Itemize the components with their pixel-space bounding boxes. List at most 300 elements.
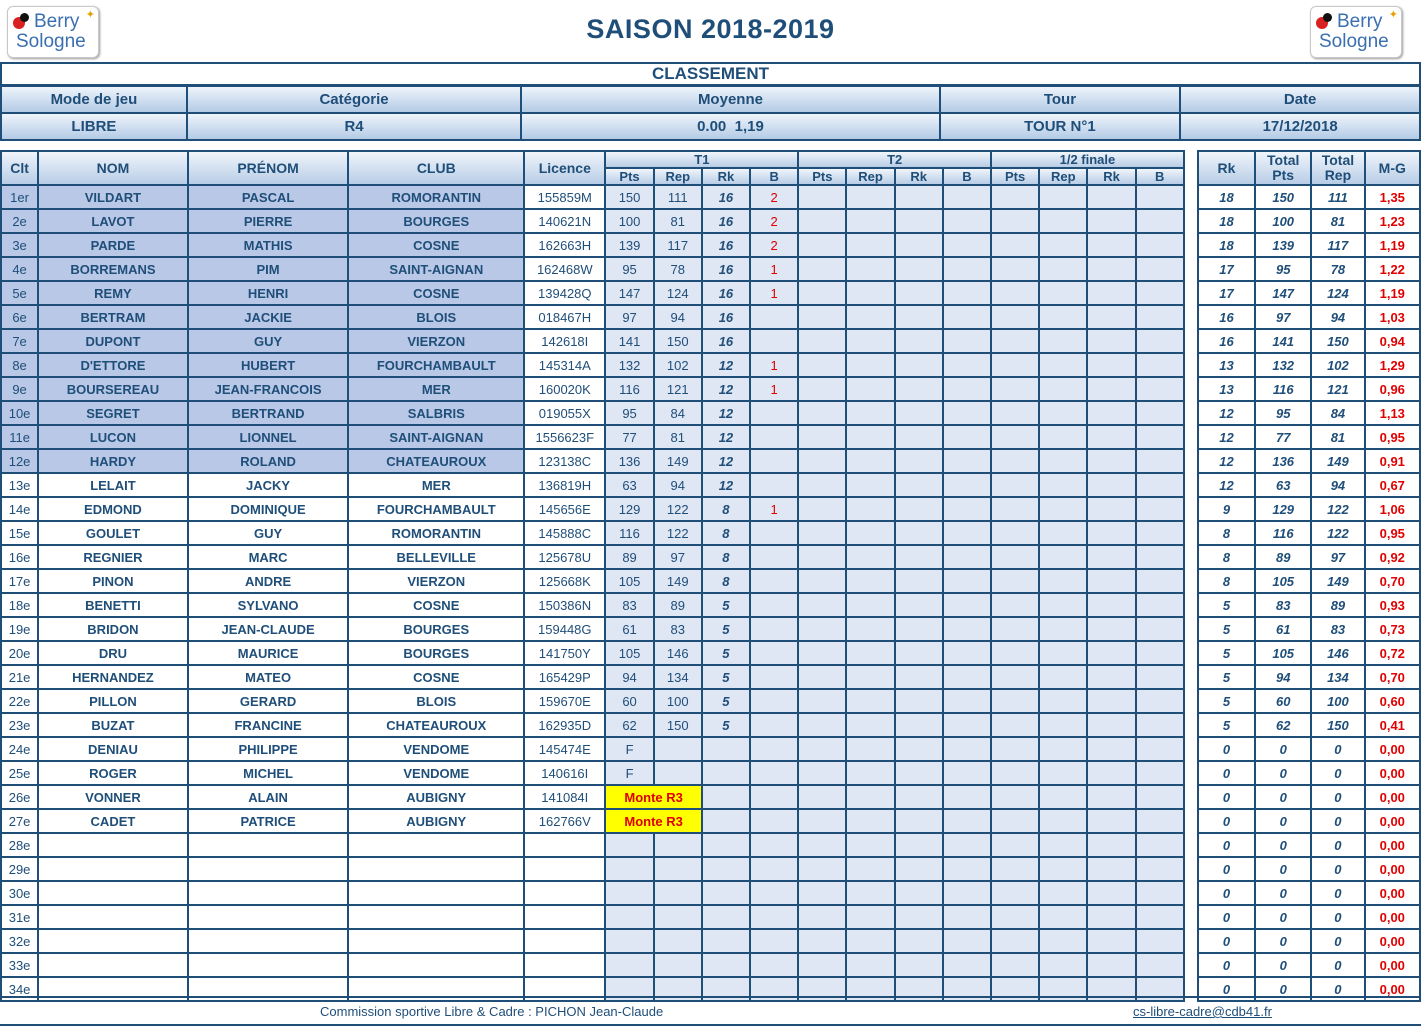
mg-cell: 0,92	[1365, 545, 1420, 569]
t1-rk-cell	[702, 953, 750, 977]
t1-rk-cell: 12	[702, 401, 750, 425]
column-gap	[1184, 569, 1198, 593]
col-prenom: PRÉNOM	[188, 151, 349, 185]
club-cell: BLOIS	[348, 689, 524, 713]
t1-b-cell: 2	[750, 233, 798, 257]
rank-cell: 31e	[1, 905, 38, 929]
empty-round-cell	[895, 281, 943, 305]
rank-cell: 18e	[1, 593, 38, 617]
mg-cell: 0,95	[1365, 425, 1420, 449]
empty-round-cell	[1039, 761, 1087, 785]
nom-cell: BERTRAM	[38, 305, 188, 329]
t1-rep-cell: 111	[654, 185, 702, 209]
t1-rk-cell: 12	[702, 449, 750, 473]
total-pts-cell: 95	[1255, 257, 1311, 281]
t1-pts-cell: 129	[605, 497, 653, 521]
t1-pts-cell: 63	[605, 473, 653, 497]
licence-cell: 160020K	[524, 377, 605, 401]
empty-round-cell	[798, 641, 846, 665]
table-row	[1, 353, 1420, 377]
total-rep-cell: 0	[1311, 761, 1364, 785]
empty-round-cell	[943, 857, 991, 881]
t1-b-cell	[750, 689, 798, 713]
empty-round-cell	[991, 281, 1039, 305]
t1-pts-cell: 60	[605, 689, 653, 713]
empty-round-cell	[991, 641, 1039, 665]
t1-pts-cell: F	[605, 737, 653, 761]
mg-cell: 0,94	[1365, 329, 1420, 353]
empty-round-cell	[895, 833, 943, 857]
empty-round-cell	[846, 329, 894, 353]
empty-round-cell	[1087, 665, 1135, 689]
empty-round-cell	[1136, 641, 1184, 665]
empty-round-cell	[1087, 641, 1135, 665]
empty-round-cell	[1039, 353, 1087, 377]
table-row	[1, 713, 1420, 737]
col-rk: Rk	[1198, 151, 1255, 185]
rank-cell: 21e	[1, 665, 38, 689]
t1-rep-cell: 149	[654, 569, 702, 593]
total-rep-cell: 149	[1311, 569, 1364, 593]
column-gap	[1184, 713, 1198, 737]
club-cell: BOURGES	[348, 209, 524, 233]
empty-round-cell	[1087, 377, 1135, 401]
column-gap	[1184, 665, 1198, 689]
empty-round-cell	[895, 953, 943, 977]
empty-round-cell	[798, 881, 846, 905]
empty-round-cell	[798, 209, 846, 233]
mg-cell: 0,73	[1365, 617, 1420, 641]
nom-cell	[38, 905, 188, 929]
licence-cell: 136819H	[524, 473, 605, 497]
empty-round-cell	[943, 785, 991, 809]
col-finale: 1/2 finale	[991, 151, 1184, 168]
prenom-cell	[188, 857, 349, 881]
empty-round-cell	[943, 833, 991, 857]
t1-b-cell	[750, 569, 798, 593]
col-mg: M-G	[1365, 151, 1420, 185]
total-pts-cell: 150	[1255, 185, 1311, 209]
empty-round-cell	[991, 473, 1039, 497]
prenom-cell: PIERRE	[188, 209, 349, 233]
prenom-cell: GERARD	[188, 689, 349, 713]
empty-round-cell	[1039, 449, 1087, 473]
mg-cell: 1,19	[1365, 281, 1420, 305]
empty-round-cell	[846, 857, 894, 881]
sub-rep: Rep	[1039, 168, 1087, 185]
rank-cell: 33e	[1, 953, 38, 977]
t1-pts-cell: 61	[605, 617, 653, 641]
mg-cell: 0,60	[1365, 689, 1420, 713]
empty-round-cell	[1039, 281, 1087, 305]
rk-total-cell: 0	[1198, 881, 1255, 905]
empty-round-cell	[846, 881, 894, 905]
t1-pts-cell	[605, 833, 653, 857]
empty-round-cell	[798, 761, 846, 785]
licence-cell: 162766V	[524, 809, 605, 833]
empty-round-cell	[991, 209, 1039, 233]
t1-rk-cell: 12	[702, 353, 750, 377]
rk-total-cell: 0	[1198, 953, 1255, 977]
empty-round-cell	[798, 521, 846, 545]
total-rep-cell: 84	[1311, 401, 1364, 425]
col-t1: T1	[605, 151, 798, 168]
empty-round-cell	[943, 665, 991, 689]
empty-round-cell	[1136, 929, 1184, 953]
empty-round-cell	[798, 329, 846, 353]
mg-cell: 1,13	[1365, 401, 1420, 425]
empty-round-cell	[991, 617, 1039, 641]
mg-cell: 0,70	[1365, 665, 1420, 689]
t1-b-cell	[750, 881, 798, 905]
club-cell	[348, 905, 524, 929]
column-gap	[1184, 305, 1198, 329]
sub-rk: Rk	[702, 168, 750, 185]
club-cell: FOURCHAMBAULT	[348, 353, 524, 377]
empty-round-cell	[895, 593, 943, 617]
empty-round-cell	[991, 713, 1039, 737]
prenom-cell: ROLAND	[188, 449, 349, 473]
rk-total-cell: 12	[1198, 473, 1255, 497]
empty-round-cell	[1136, 353, 1184, 377]
rank-cell: 11e	[1, 425, 38, 449]
t1-rk-cell: 5	[702, 641, 750, 665]
t1-rk-cell: 5	[702, 593, 750, 617]
club-cell: COSNE	[348, 593, 524, 617]
t1-rk-cell	[702, 905, 750, 929]
column-gap	[1184, 689, 1198, 713]
nom-cell: BUZAT	[38, 713, 188, 737]
empty-round-cell	[991, 809, 1039, 833]
empty-round-cell	[991, 833, 1039, 857]
total-rep-cell: 78	[1311, 257, 1364, 281]
rank-cell: 3e	[1, 233, 38, 257]
t1-b-cell	[750, 617, 798, 641]
table-row	[1, 545, 1420, 569]
nom-cell: PILLON	[38, 689, 188, 713]
t1-pts-cell: 97	[605, 305, 653, 329]
monte-badge: Monte R3	[605, 809, 701, 833]
empty-round-cell	[943, 953, 991, 977]
empty-round-cell	[1136, 713, 1184, 737]
empty-round-cell	[1087, 185, 1135, 209]
t1-rk-cell	[702, 785, 750, 809]
t1-rk-cell: 5	[702, 665, 750, 689]
t1-pts-cell: 136	[605, 449, 653, 473]
rk-total-cell: 13	[1198, 377, 1255, 401]
info-header: Date	[1180, 86, 1420, 113]
empty-round-cell	[1136, 209, 1184, 233]
rk-total-cell: 5	[1198, 641, 1255, 665]
total-pts-cell: 132	[1255, 353, 1311, 377]
empty-round-cell	[846, 953, 894, 977]
t1-rep-cell: 102	[654, 353, 702, 377]
empty-round-cell	[1039, 833, 1087, 857]
mg-cell: 1,35	[1365, 185, 1420, 209]
empty-round-cell	[846, 569, 894, 593]
empty-round-cell	[1087, 857, 1135, 881]
table-row	[1, 809, 1420, 833]
empty-round-cell	[895, 233, 943, 257]
prenom-cell: MAURICE	[188, 641, 349, 665]
total-rep-cell: 150	[1311, 713, 1364, 737]
total-rep-cell: 0	[1311, 929, 1364, 953]
licence-cell: 162468W	[524, 257, 605, 281]
club-cell: SAINT-AIGNAN	[348, 425, 524, 449]
empty-round-cell	[1136, 593, 1184, 617]
total-rep-cell: 94	[1311, 473, 1364, 497]
empty-round-cell	[1136, 377, 1184, 401]
t1-rk-cell: 16	[702, 185, 750, 209]
t1-pts-cell: 132	[605, 353, 653, 377]
empty-round-cell	[1136, 737, 1184, 761]
empty-round-cell	[1136, 833, 1184, 857]
empty-round-cell	[1039, 209, 1087, 233]
empty-round-cell	[1039, 329, 1087, 353]
nom-cell	[38, 929, 188, 953]
empty-round-cell	[1039, 881, 1087, 905]
logo-text: Sologne	[16, 31, 86, 52]
t1-b-cell: 1	[750, 377, 798, 401]
t1-rk-cell: 8	[702, 569, 750, 593]
empty-round-cell	[895, 665, 943, 689]
total-rep-cell: 117	[1311, 233, 1364, 257]
column-gap	[1184, 521, 1198, 545]
t1-b-cell	[750, 521, 798, 545]
empty-round-cell	[1136, 401, 1184, 425]
empty-round-cell	[846, 497, 894, 521]
nom-cell: DRU	[38, 641, 188, 665]
empty-round-cell	[846, 377, 894, 401]
rk-total-cell: 18	[1198, 185, 1255, 209]
empty-round-cell	[846, 185, 894, 209]
rank-cell: 27e	[1, 809, 38, 833]
empty-round-cell	[895, 545, 943, 569]
empty-round-cell	[1039, 377, 1087, 401]
empty-round-cell	[991, 737, 1039, 761]
empty-round-cell	[798, 857, 846, 881]
empty-round-cell	[943, 329, 991, 353]
t1-rk-cell: 16	[702, 257, 750, 281]
total-rep-cell: 0	[1311, 857, 1364, 881]
mode-value: LIBRE	[1, 113, 187, 140]
empty-round-cell	[895, 425, 943, 449]
club-cell: BLOIS	[348, 305, 524, 329]
table-row	[1, 761, 1420, 785]
licence-cell: 165429P	[524, 665, 605, 689]
t1-rk-cell: 12	[702, 425, 750, 449]
total-pts-cell: 0	[1255, 953, 1311, 977]
empty-round-cell	[1039, 857, 1087, 881]
empty-round-cell	[991, 929, 1039, 953]
licence-cell	[524, 833, 605, 857]
empty-round-cell	[943, 257, 991, 281]
t1-b-cell: 1	[750, 497, 798, 521]
total-pts-cell: 0	[1255, 929, 1311, 953]
nom-cell: LELAIT	[38, 473, 188, 497]
t1-rep-cell: 150	[654, 329, 702, 353]
rk-total-cell: 0	[1198, 785, 1255, 809]
empty-round-cell	[1087, 617, 1135, 641]
t1-rep-cell: 83	[654, 617, 702, 641]
club-cell: CHATEAUROUX	[348, 713, 524, 737]
star-icon: ✦	[85, 9, 95, 21]
date-value: 17/12/2018	[1180, 113, 1420, 140]
rk-total-cell: 8	[1198, 569, 1255, 593]
club-cell: BOURGES	[348, 617, 524, 641]
mg-cell: 1,06	[1365, 497, 1420, 521]
nom-cell: CADET	[38, 809, 188, 833]
prenom-cell: MICHEL	[188, 761, 349, 785]
empty-round-cell	[798, 497, 846, 521]
empty-round-cell	[895, 641, 943, 665]
t1-b-cell	[750, 641, 798, 665]
rk-total-cell: 12	[1198, 401, 1255, 425]
nom-cell: GOULET	[38, 521, 188, 545]
total-rep-cell: 150	[1311, 329, 1364, 353]
empty-round-cell	[1136, 905, 1184, 929]
subtitle: CLASSEMENT	[1, 63, 1420, 85]
empty-round-cell	[895, 305, 943, 329]
licence-cell: 141750Y	[524, 641, 605, 665]
empty-round-cell	[846, 257, 894, 281]
t1-rk-cell: 8	[702, 545, 750, 569]
total-rep-cell: 83	[1311, 617, 1364, 641]
column-gap	[1184, 857, 1198, 881]
total-rep-cell: 102	[1311, 353, 1364, 377]
t1-pts-cell: 100	[605, 209, 653, 233]
total-pts-cell: 89	[1255, 545, 1311, 569]
total-rep-cell: 111	[1311, 185, 1364, 209]
empty-round-cell	[943, 305, 991, 329]
table-row	[1, 497, 1420, 521]
total-pts-cell: 77	[1255, 425, 1311, 449]
empty-round-cell	[846, 545, 894, 569]
empty-round-cell	[991, 497, 1039, 521]
club-cell	[348, 929, 524, 953]
empty-round-cell	[846, 305, 894, 329]
empty-round-cell	[1087, 593, 1135, 617]
logo-right	[1310, 6, 1402, 58]
empty-round-cell	[1039, 401, 1087, 425]
empty-round-cell	[846, 737, 894, 761]
t1-rk-cell: 16	[702, 329, 750, 353]
t1-rep-cell: 121	[654, 377, 702, 401]
prenom-cell: MATHIS	[188, 233, 349, 257]
empty-round-cell	[846, 425, 894, 449]
club-cell: VIERZON	[348, 569, 524, 593]
col-clt: Clt	[1, 151, 38, 185]
empty-round-cell	[895, 761, 943, 785]
empty-round-cell	[1039, 545, 1087, 569]
logo-text: Berry	[34, 11, 80, 32]
total-pts-cell: 147	[1255, 281, 1311, 305]
rk-total-cell: 5	[1198, 617, 1255, 641]
empty-round-cell	[943, 737, 991, 761]
nom-cell: BENETTI	[38, 593, 188, 617]
rank-cell: 23e	[1, 713, 38, 737]
mg-cell: 1,22	[1365, 257, 1420, 281]
total-rep-cell: 122	[1311, 497, 1364, 521]
total-pts-cell: 100	[1255, 209, 1311, 233]
table-row	[1, 329, 1420, 353]
t1-rep-cell	[654, 953, 702, 977]
empty-round-cell	[798, 929, 846, 953]
column-gap	[1184, 377, 1198, 401]
rank-cell: 13e	[1, 473, 38, 497]
empty-round-cell	[895, 521, 943, 545]
empty-round-cell	[798, 545, 846, 569]
t1-rk-cell	[702, 881, 750, 905]
empty-round-cell	[1136, 857, 1184, 881]
t1-rep-cell: 134	[654, 665, 702, 689]
rk-total-cell: 0	[1198, 761, 1255, 785]
licence-cell: 159670E	[524, 689, 605, 713]
empty-round-cell	[991, 545, 1039, 569]
empty-round-cell	[798, 353, 846, 377]
total-rep-cell: 134	[1311, 665, 1364, 689]
club-cell	[348, 833, 524, 857]
t1-b-cell	[750, 761, 798, 785]
info-values	[1, 113, 1420, 140]
empty-round-cell	[943, 905, 991, 929]
empty-round-cell	[798, 953, 846, 977]
table-row	[1, 281, 1420, 305]
empty-round-cell	[798, 257, 846, 281]
t1-b-cell	[750, 329, 798, 353]
total-pts-cell: 116	[1255, 521, 1311, 545]
rank-cell: 32e	[1, 929, 38, 953]
t1-pts-cell: 95	[605, 257, 653, 281]
empty-round-cell	[895, 881, 943, 905]
empty-round-cell	[991, 425, 1039, 449]
empty-round-cell	[798, 449, 846, 473]
empty-round-cell	[1087, 497, 1135, 521]
table-row	[1, 401, 1420, 425]
prenom-cell: PIM	[188, 257, 349, 281]
prenom-cell: JACKY	[188, 473, 349, 497]
empty-round-cell	[1039, 425, 1087, 449]
rk-total-cell: 0	[1198, 929, 1255, 953]
t1-rk-cell	[702, 761, 750, 785]
nom-cell: LUCON	[38, 425, 188, 449]
sub-b: B	[750, 168, 798, 185]
empty-round-cell	[1136, 569, 1184, 593]
empty-round-cell	[1136, 449, 1184, 473]
t1-b-cell: 1	[750, 281, 798, 305]
nom-cell: VONNER	[38, 785, 188, 809]
t1-pts-cell: 139	[605, 233, 653, 257]
t1-b-cell	[750, 425, 798, 449]
mg-cell: 0,00	[1365, 881, 1420, 905]
mg-cell: 0,00	[1365, 953, 1420, 977]
table-row	[1, 593, 1420, 617]
empty-round-cell	[895, 473, 943, 497]
empty-round-cell	[798, 737, 846, 761]
t1-b-cell	[750, 857, 798, 881]
table-row	[1, 257, 1420, 281]
t1-rk-cell	[702, 833, 750, 857]
empty-round-cell	[943, 881, 991, 905]
t1-rk-cell: 16	[702, 233, 750, 257]
rk-total-cell: 5	[1198, 713, 1255, 737]
rk-total-cell: 8	[1198, 545, 1255, 569]
sub-b: B	[943, 168, 991, 185]
empty-round-cell	[943, 593, 991, 617]
empty-round-cell	[1039, 257, 1087, 281]
email-link[interactable]: cs-libre-cadre@cdb41.fr	[1133, 1004, 1272, 1019]
rk-total-cell: 0	[1198, 905, 1255, 929]
